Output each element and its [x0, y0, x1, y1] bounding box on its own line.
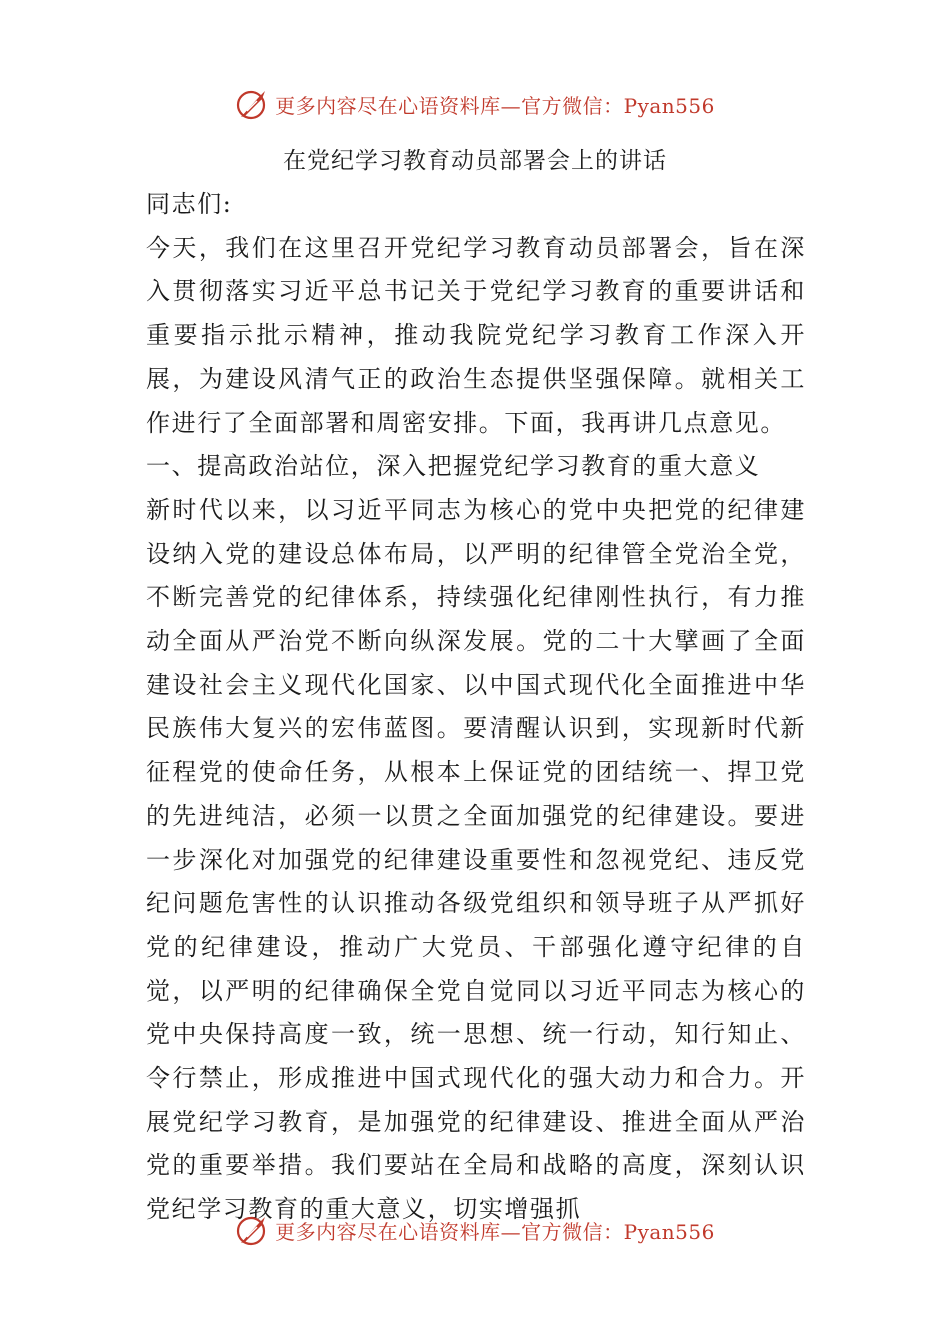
document-body [146, 183, 806, 1232]
quill-pen-logo-icon [235, 1213, 269, 1247]
watermark-text: 更多内容尽在心语资料库—官方微信：Pyan556 [275, 93, 715, 118]
paragraph-body: 新时代以来，以习近平同志为核心的党中央把党的纪律建设纳入党的建设总体布局，以严明的纪律管全党治全党，不断完善党的纪律体系，持续强化纪律刚性执行，有力推动全面从严治党不断向纵深发展。党的二十大擘画了全面建设社会主义现代化国家、以中国式现代化全面推进中华民族伟大复兴的宏伟蓝图。要清醒认识到，实现新时代新征程党的使命任务，从根本上保证党的团结统一、捍卫党的先进纯洁，必须一以贯之全面加强党的纪律建设。要进一步深化对加强党的纪律建设重要性和忽视党纪、违反党纪问题危害性的认识推动各级党组织和领导班子从严抓好党的纪律建设，推动广大党员、干部强化遵守纪律的自觉，以严明的纪律确保全党自觉同以习近平同志为核心的党中央保持高度一致，统一思想、统一行动，知行知止、令行禁止，形成推进中国式现代化的强大动力和合力。开展党纪学习教育，是加强党的纪律建设、推进全面从严治党的重要举措。我们要站在全局和战略的高度，深刻认识党纪学习教育的重大意义，切实增强抓 [146, 495, 806, 1224]
section-heading-1: 一、提高政治站位，深入把握党纪学习教育的重大意义 [146, 452, 761, 481]
watermark-text: 更多内容尽在心语资料库—官方微信：Pyan556 [275, 1219, 715, 1244]
quill-pen-logo-icon [235, 87, 269, 121]
paragraph-intro: 今天，我们在这里召开党纪学习教育动员部署会，旨在深入贯彻落实习近平总书记关于党纪学习教育的重要讲话和重要指示批示精神，推动我院党纪学习教育工作深入开展，为建设风清气正的政治生态提供坚强保障。就相关工作进行了全面部署和周密安排。下面，我再讲几点意见。 [146, 233, 806, 437]
document-title: 在党纪学习教育动员部署会上的讲话 [283, 148, 667, 174]
header-watermark-banner [0, 84, 950, 124]
salutation: 同志们: [146, 190, 233, 218]
footer-watermark-banner [0, 1210, 950, 1250]
